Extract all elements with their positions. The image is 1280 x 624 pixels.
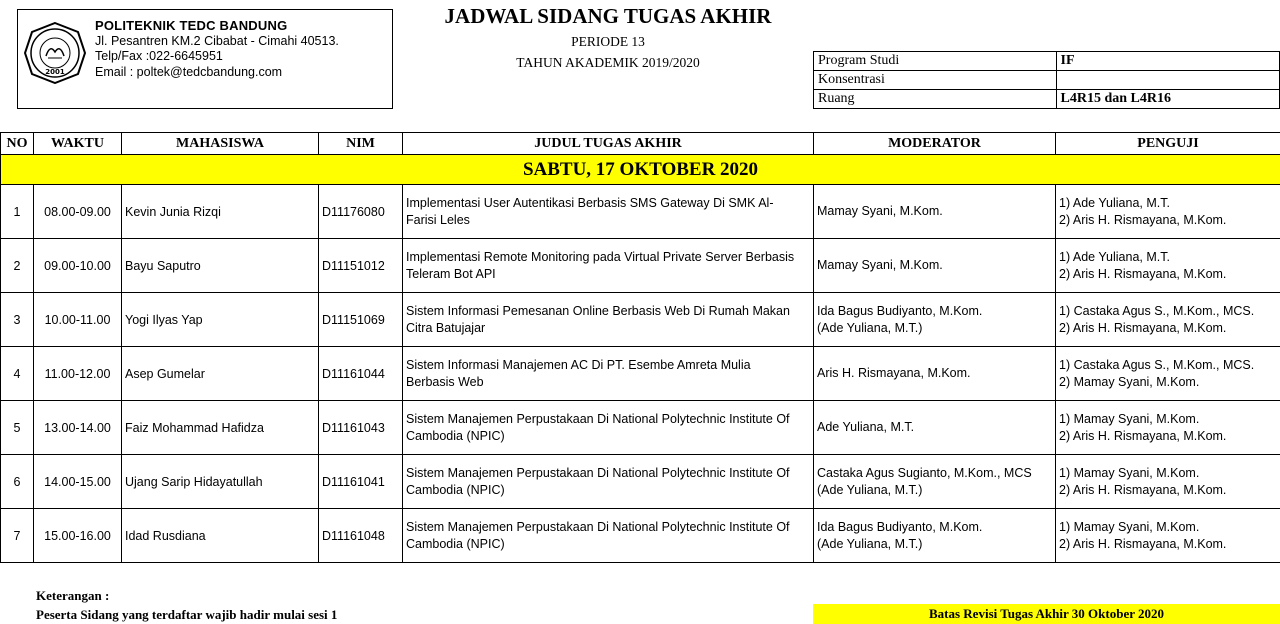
institution-header-box: [17, 9, 393, 109]
day-row: [1, 155, 1280, 185]
row-thesis-title-line: Implementasi Remote Monitoring pada Virtual Private Server Berbasis: [406, 249, 795, 264]
row-moderator-line: Castaka Agus Sugianto, M.Kom., MCS: [817, 465, 1032, 480]
row-moderator: [814, 509, 1056, 563]
row-nim: D11151069: [319, 293, 403, 347]
row-moderator-line: (Ade Yuliana, M.T.): [817, 482, 923, 497]
info-row-prodi: [814, 52, 1280, 71]
schedule-table: [0, 132, 1280, 563]
header-penguji: PENGUJI: [1056, 133, 1280, 155]
row-examiners-line: 1) Ade Yuliana, M.T.: [1059, 249, 1170, 264]
row-moderator: [814, 185, 1056, 239]
table-row: [1, 455, 1280, 509]
row-moderator-line: Ida Bagus Budiyanto, M.Kom.: [817, 303, 983, 318]
row-examiners: [1056, 509, 1280, 563]
table-row: [1, 401, 1280, 455]
row-thesis-title: [403, 185, 814, 239]
row-examiners: [1056, 347, 1280, 401]
row-number: 7: [1, 509, 34, 563]
row-time: 13.00-14.00: [34, 401, 122, 455]
politeknik-logo: [24, 22, 86, 84]
row-number: 2: [1, 239, 34, 293]
row-examiners-line: 2) Aris H. Rismayana, M.Kom.: [1059, 320, 1227, 335]
row-time: 10.00-11.00: [34, 293, 122, 347]
konsentrasi-value: [1056, 71, 1280, 90]
row-nim: D11176080: [319, 185, 403, 239]
row-thesis-title-line: Cambodia (NPIC): [406, 428, 505, 443]
row-examiners-line: 2) Aris H. Rismayana, M.Kom.: [1059, 212, 1227, 227]
prodi-value: IF: [1056, 52, 1280, 71]
prodi-label: Program Studi: [814, 52, 1057, 71]
program-info-table: [813, 51, 1280, 109]
table-row: [1, 239, 1280, 293]
row-thesis-title-line: Farisi Leles: [406, 212, 470, 227]
row-examiners: [1056, 185, 1280, 239]
row-thesis-title-line: Sistem Manajemen Perpustakaan Di National Polytechnic Institute Of: [406, 411, 790, 426]
row-examiners-line: 1) Mamay Syani, M.Kom.: [1059, 519, 1200, 534]
row-nim: D11161048: [319, 509, 403, 563]
row-nim: D11151012: [319, 239, 403, 293]
header-waktu: WAKTU: [34, 133, 122, 155]
ruang-label: Ruang: [814, 90, 1057, 109]
institution-address: Jl. Pesantren KM.2 Cibabat - Cimahi 40513.: [95, 34, 339, 48]
row-student: Kevin Junia Rizqi: [122, 185, 319, 239]
institution-name: POLITEKNIK TEDC BANDUNG: [95, 18, 288, 33]
konsentrasi-label: Konsentrasi: [814, 71, 1057, 90]
notes-text: Peserta Sidang yang terdaftar wajib hadir mulai sesi 1: [36, 607, 338, 622]
academic-year-label: TAHUN AKADEMIK 2019/2020: [516, 55, 700, 70]
table-row: [1, 509, 1280, 563]
row-time: 11.00-12.00: [34, 347, 122, 401]
row-examiners-line: 2) Aris H. Rismayana, M.Kom.: [1059, 536, 1227, 551]
table-row: [1, 293, 1280, 347]
row-thesis-title: [403, 509, 814, 563]
institution-email: Email : poltek@tedcbandung.com: [95, 65, 283, 79]
svg-text:2001: 2001: [45, 68, 65, 76]
row-time: 15.00-16.00: [34, 509, 122, 563]
row-student: Faiz Mohammad Hafidza: [122, 401, 319, 455]
ruang-value: L4R15 dan L4R16: [1056, 90, 1280, 109]
notes-label: Keterangan :: [36, 588, 110, 603]
row-examiners-line: 1) Castaka Agus S., M.Kom., MCS.: [1059, 303, 1255, 318]
table-header-row: [1, 133, 1280, 155]
row-examiners-line: 1) Castaka Agus S., M.Kom., MCS.: [1059, 357, 1255, 372]
row-thesis-title-line: Berbasis Web: [406, 374, 484, 389]
row-moderator: [814, 293, 1056, 347]
row-thesis-title-line: Cambodia (NPIC): [406, 536, 505, 551]
row-moderator: [814, 455, 1056, 509]
document-title: JADWAL SIDANG TUGAS AKHIR: [444, 4, 772, 28]
header-moderator: MODERATOR: [814, 133, 1056, 155]
row-examiners: [1056, 401, 1280, 455]
row-number: 4: [1, 347, 34, 401]
table-row: [1, 347, 1280, 401]
row-examiners-line: 2) Aris H. Rismayana, M.Kom.: [1059, 266, 1227, 281]
row-thesis-title-line: Citra Batujajar: [406, 320, 486, 335]
row-thesis-title: [403, 401, 814, 455]
row-thesis-title-line: Teleram Bot API: [406, 266, 496, 281]
row-examiners: [1056, 293, 1280, 347]
row-thesis-title-line: Sistem Manajemen Perpustakaan Di National Polytechnic Institute Of: [406, 465, 790, 480]
row-number: 6: [1, 455, 34, 509]
row-thesis-title: [403, 239, 814, 293]
period-label: PERIODE 13: [571, 34, 645, 49]
row-moderator: [814, 347, 1056, 401]
row-moderator-line: Mamay Syani, M.Kom.: [817, 204, 943, 218]
row-moderator-line: (Ade Yuliana, M.T.): [817, 536, 923, 551]
row-time: 14.00-15.00: [34, 455, 122, 509]
row-number: 1: [1, 185, 34, 239]
row-moderator-line: Ade Yuliana, M.T.: [817, 420, 915, 434]
row-examiners: [1056, 239, 1280, 293]
row-number: 3: [1, 293, 34, 347]
row-thesis-title: [403, 293, 814, 347]
row-thesis-title-line: Cambodia (NPIC): [406, 482, 505, 497]
row-examiners-line: 2) Mamay Syani, M.Kom.: [1059, 374, 1200, 389]
row-thesis-title: [403, 347, 814, 401]
revision-deadline-banner: Batas Revisi Tugas Akhir 30 Oktober 2020: [813, 604, 1280, 624]
row-nim: D11161044: [319, 347, 403, 401]
header-no: NO: [1, 133, 34, 155]
row-examiners-line: 1) Mamay Syani, M.Kom.: [1059, 411, 1200, 426]
day-label: SABTU, 17 OKTOBER 2020: [1, 155, 1280, 185]
row-thesis-title-line: Sistem Informasi Manajemen AC Di PT. Esembe Amreta Mulia: [406, 357, 751, 372]
row-moderator-line: Aris H. Rismayana, M.Kom.: [817, 366, 971, 380]
row-nim: D11161041: [319, 455, 403, 509]
row-examiners-line: 1) Mamay Syani, M.Kom.: [1059, 465, 1200, 480]
info-row-konsentrasi: [814, 71, 1280, 90]
row-moderator: [814, 239, 1056, 293]
row-moderator-line: (Ade Yuliana, M.T.): [817, 320, 923, 335]
institution-phone: Telp/Fax :022-6645951: [95, 49, 223, 63]
header-judul: JUDUL TUGAS AKHIR: [403, 133, 814, 155]
header-mahasiswa: MAHASISWA: [122, 133, 319, 155]
row-examiners-line: 2) Aris H. Rismayana, M.Kom.: [1059, 428, 1227, 443]
row-moderator-line: Mamay Syani, M.Kom.: [817, 258, 943, 272]
row-number: 5: [1, 401, 34, 455]
row-time: 08.00-09.00: [34, 185, 122, 239]
header-nim: NIM: [319, 133, 403, 155]
row-nim: D11161043: [319, 401, 403, 455]
table-row: [1, 185, 1280, 239]
row-examiners-line: 2) Aris H. Rismayana, M.Kom.: [1059, 482, 1227, 497]
row-student: Asep Gumelar: [122, 347, 319, 401]
row-student: Bayu Saputro: [122, 239, 319, 293]
row-thesis-title-line: Sistem Informasi Pemesanan Online Berbasis Web Di Rumah Makan: [406, 303, 790, 318]
row-examiners: [1056, 455, 1280, 509]
row-thesis-title: [403, 455, 814, 509]
row-examiners-line: 1) Ade Yuliana, M.T.: [1059, 195, 1170, 210]
row-student: Idad Rusdiana: [122, 509, 319, 563]
info-row-ruang: [814, 90, 1280, 109]
row-student: Yogi Ilyas Yap: [122, 293, 319, 347]
row-moderator: [814, 401, 1056, 455]
row-thesis-title-line: Sistem Manajemen Perpustakaan Di National Polytechnic Institute Of: [406, 519, 790, 534]
row-student: Ujang Sarip Hidayatullah: [122, 455, 319, 509]
row-time: 09.00-10.00: [34, 239, 122, 293]
row-thesis-title-line: Implementasi User Autentikasi Berbasis SMS Gateway Di SMK Al-: [406, 195, 774, 210]
row-moderator-line: Ida Bagus Budiyanto, M.Kom.: [817, 519, 983, 534]
